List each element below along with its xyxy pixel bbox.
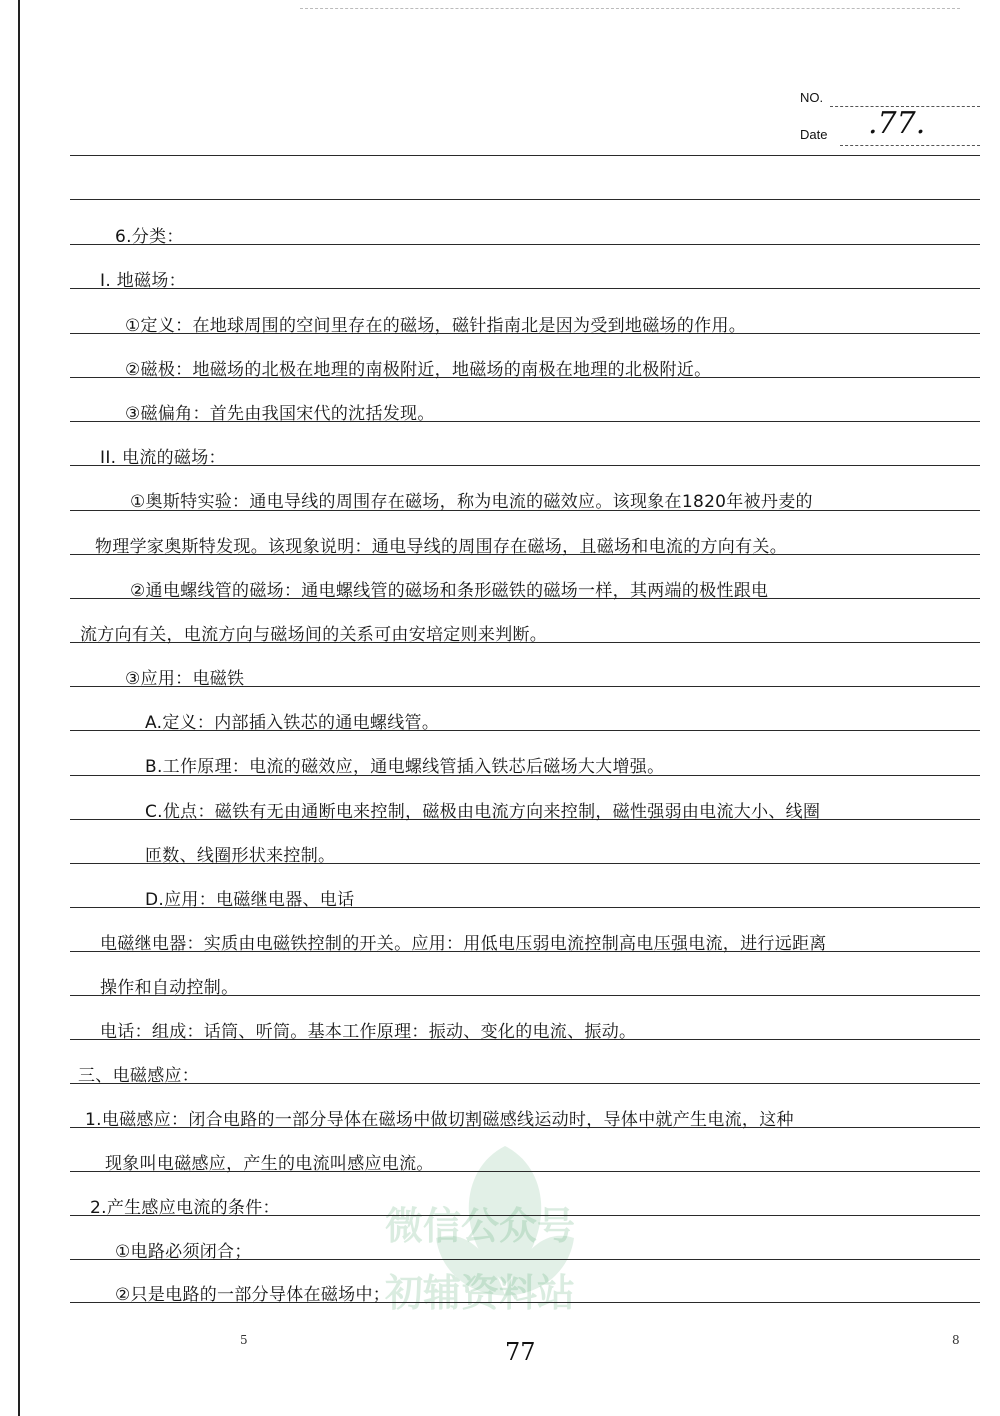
date-value: .77. (868, 106, 926, 141)
no-label: NO. (800, 90, 824, 105)
text-line-7: ①奥斯特实验：通电导线的周围存在磁场，称为电流的磁效应。该现象在1820年被丹麦的 (130, 492, 813, 512)
text-line-20: 三、电磁感应： (78, 1066, 200, 1086)
page-number: 77 (505, 1338, 536, 1366)
text-line-2: I. 地磁场： (100, 271, 186, 291)
text-line-24: ①电路必须闭合； (115, 1242, 252, 1262)
text-line-10: 流方向有关，电流方向与磁场间的关系可由安培定则来判断。 (80, 625, 548, 645)
text-line-11: ③应用：电磁铁 (125, 669, 245, 689)
top-dotted-edge (300, 8, 960, 9)
ruled-line (70, 1083, 980, 1084)
text-line-15: 匝数、线圈形状来控制。 (145, 846, 336, 866)
watermark-line-1: 微信公众号 (385, 1204, 576, 1248)
ruled-line (70, 244, 980, 245)
margin-rule (18, 0, 20, 1416)
text-line-25: ②只是电路的一部分导体在磁场中； (115, 1285, 391, 1305)
text-line-12: A.定义：内部插入铁芯的通电螺线管。 (145, 713, 440, 733)
text-line-5: ③磁偏角：首先由我国宋代的沈括发现。 (125, 404, 435, 424)
text-line-8: 物理学家奥斯特发现。该现象说明：通电导线的周围存在磁场，且磁场和电流的方向有关。 (95, 537, 787, 557)
date-line (840, 145, 980, 146)
text-line-17: 电磁继电器：实质由电磁铁控制的开关。应用：用低电压弱电流控制高电压强电流，进行远距离 (100, 934, 827, 954)
text-line-16: D.应用：电磁继电器、电话 (145, 890, 355, 910)
footer-left-mark: 5 (240, 1333, 248, 1347)
date-label: Date (800, 127, 828, 142)
text-line-13: B.工作原理：电流的磁效应，通电螺线管插入铁芯后磁场大大增强。 (145, 757, 665, 777)
text-line-3: ①定义：在地球周围的空间里存在的磁场，磁针指南北是因为受到地磁场的作用。 (125, 316, 747, 336)
text-line-19: 电话：组成：话筒、听筒。基本工作原理：振动、变化的电流、振动。 (100, 1022, 637, 1042)
watermark-line-2: 初辅资料站 (385, 1271, 576, 1315)
ruled-line (70, 199, 980, 200)
text-line-6: II. 电流的磁场： (100, 448, 226, 468)
text-line-1: 6.分类： (115, 227, 184, 247)
text-line-18: 操作和自动控制。 (100, 978, 239, 998)
text-line-22: 现象叫电磁感应，产生的电流叫感应电流。 (105, 1154, 434, 1174)
text-line-4: ②磁极：地磁场的北极在地理的南极附近，地磁场的南极在地理的北极附近。 (125, 360, 712, 380)
footer-right-mark: 8 (952, 1333, 960, 1347)
ruled-line (70, 288, 980, 289)
ruled-line (70, 155, 980, 156)
text-line-23: 2.产生感应电流的条件： (90, 1198, 280, 1218)
text-line-21: 1.电磁感应：闭合电路的一部分导体在磁场中做切割磁感线运动时，导体中就产生电流，这种 (85, 1110, 794, 1130)
text-line-9: ②通电螺线管的磁场：通电螺线管的磁场和条形磁铁的磁场一样，其两端的极性跟电 (130, 581, 769, 601)
text-line-14: C.优点：磁铁有无由通断电来控制，磁极由电流方向来控制，磁性强弱由电流大小、线圈 (145, 802, 821, 822)
